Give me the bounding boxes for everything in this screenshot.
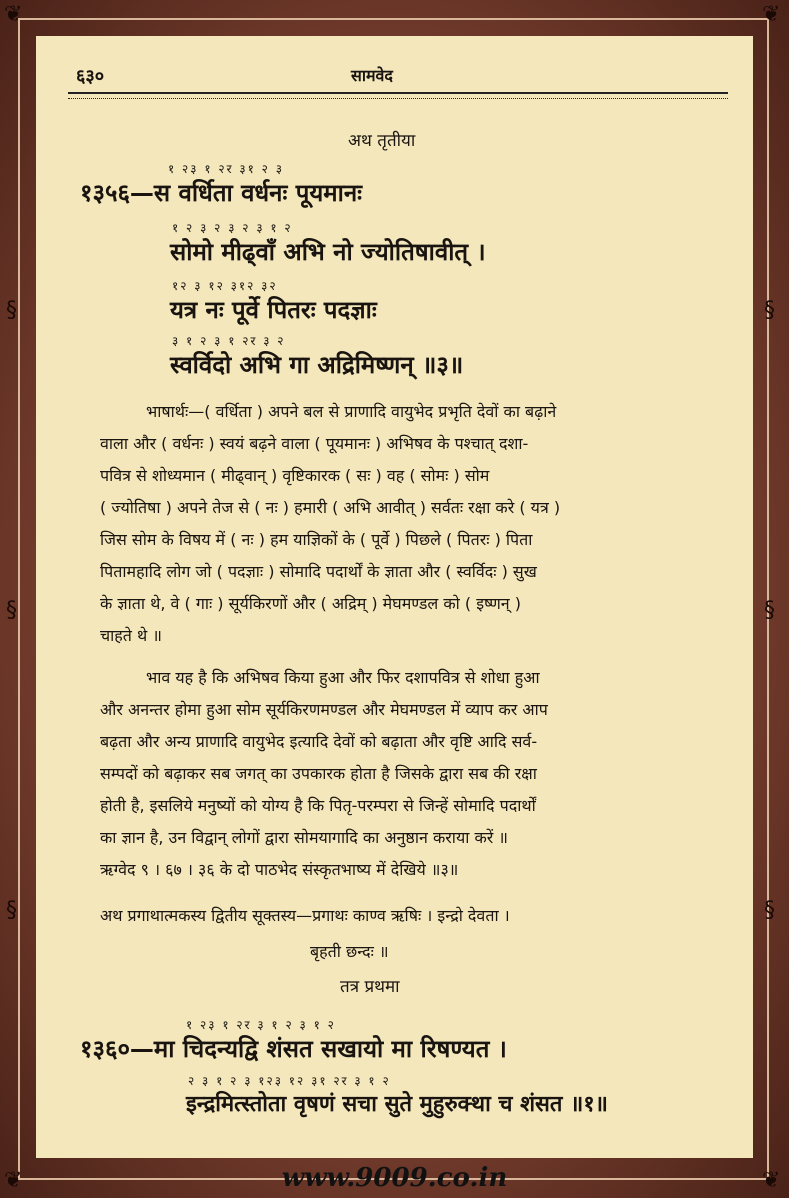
running-title: सामवेद	[351, 66, 393, 85]
book-page	[36, 36, 753, 1158]
mantra-line: १३५६—स वर्धिता वर्धनः पूयमानः	[80, 179, 362, 207]
mantra-line: स्वर्विदो अभि गा अद्रिमिष्णन् ॥३॥	[170, 351, 464, 379]
text-line: ( ज्योतिषा ) अपने तेज से ( नः ) हमारी ( अभि आवीत् ) सर्वतः रक्षा करे ( यत्र )	[100, 498, 561, 517]
accent-marks: १ २३ १ २र ३१ २ ३	[168, 162, 284, 176]
text-line: ऋग्वेद ९ । ६७ । ३६ के दो पाठभेद संस्कृतभाष्य में देखिये ॥३॥	[100, 860, 459, 879]
mantra-line: इन्द्रमित्स्तोता वृषणं सचा सुते मुहुरुक्था च शंसत ॥१॥	[186, 1092, 608, 1117]
side-ornament-icon: §	[6, 298, 17, 323]
text-line: पवित्र से शोध्यमान ( मीढ्वान् ) वृष्टिकारक ( सः ) वह ( सोमः ) सोम	[100, 466, 490, 485]
side-ornament-icon: §	[764, 298, 775, 323]
accent-marks: १ २३ १ २र ३ १ २ ३ १ २	[186, 1018, 336, 1032]
mantra-line: यत्र नः पूर्वे पितरः पदज्ञाः	[170, 296, 377, 324]
text-line: वाला और ( वर्धनः ) स्वयं बढ़ने वाला ( पूयमानः ) अभिषव के पश्चात् दशा-	[100, 434, 529, 453]
accent-marks: २ ३ १ २ ३ १२३ १२ ३१ २र ३ १ २	[188, 1074, 391, 1088]
side-ornament-icon: §	[764, 898, 775, 923]
accent-marks: १ २ ३ २ ३ २ ३ १ २	[172, 221, 293, 235]
side-ornament-icon: §	[6, 898, 17, 923]
accent-marks: १२ ३ १२ ३१२ ३२	[172, 279, 278, 293]
text-line: के ज्ञाता थे, वे ( गाः ) सूर्यकिरणों और ( अद्रिम् ) मेघमण्डल को ( इष्णन् )	[100, 594, 521, 613]
page-number: ६३०	[76, 66, 105, 87]
text-line: का ज्ञान है, उन विद्वान् लोगों द्वारा सोमयागादि का अनुष्ठान कराया करें ॥	[100, 828, 508, 847]
chhanda-line: बृहती छन्दः ॥	[310, 942, 389, 961]
corner-ornament-icon: ❦	[4, 2, 23, 27]
text-line: पितामहादि लोग जो ( पदज्ञाः ) सोमादि पदार्थों के ज्ञाता और ( स्वर्विदः ) सुख	[100, 562, 537, 581]
side-ornament-icon: §	[6, 598, 17, 623]
text-line: बढ़ता और अन्य प्राणादि वायुभेद इत्यादि देवों को बढ़ाता और वृष्टि आदि सर्व-	[100, 732, 538, 751]
section-heading: अथ तृतीया	[348, 131, 416, 151]
site-watermark: www.9009.co.in	[281, 1163, 508, 1193]
text-line: और अनन्तर होमा हुआ सोम सूर्यकिरणमण्डल और मेघमण्डल में व्याप कर आप	[100, 700, 548, 719]
text-line: भाव यह है कि अभिषव किया हुआ और फिर दशापवित्र से शोधा हुआ	[146, 668, 540, 687]
header-rule	[68, 92, 728, 99]
corner-ornament-icon: ❦	[762, 2, 781, 27]
page-header	[76, 64, 716, 88]
side-ornament-icon: §	[764, 598, 775, 623]
text-line: चाहते थे ॥	[100, 626, 162, 645]
mantra-line: १३६०—मा चिदन्यद्वि शंसत सखायो मा रिषण्यत ।	[80, 1035, 507, 1063]
section-heading: तत्र प्रथमा	[340, 977, 400, 997]
corner-ornament-icon: ❦	[762, 1168, 781, 1193]
accent-marks: ३ १ २ ३ १ २र ३ २	[172, 334, 286, 348]
text-line: होती है, इसलिये मनुष्यों को योग्य है कि पितृ-परम्परा से जिन्हें सोमादि पदार्थों	[100, 796, 536, 815]
sukta-intro: अथ प्रगाथात्मकस्य द्वितीय सूक्तस्य—प्रगाथः काण्व ऋषिः । इन्द्रो देवता ।	[100, 906, 510, 925]
mantra-line: सोमो मीढ्वाँ अभि नो ज्योतिषावीत् ।	[170, 238, 486, 266]
text-line: जिस सोम के विषय में ( नः ) हम याज्ञिकों के ( पूर्वे ) पिछले ( पितरः ) पिता	[100, 530, 533, 549]
corner-ornament-icon: ❦	[4, 1168, 23, 1193]
text-line: सम्पदों को बढ़ाकर सब जगत् का उपकारक होता है जिसके द्वारा सब की रक्षा	[100, 764, 537, 783]
text-line: भाषार्थः—( वर्धिता ) अपने बल से प्राणादि वायुभेद प्रभृति देवों का बढ़ाने	[146, 402, 557, 421]
